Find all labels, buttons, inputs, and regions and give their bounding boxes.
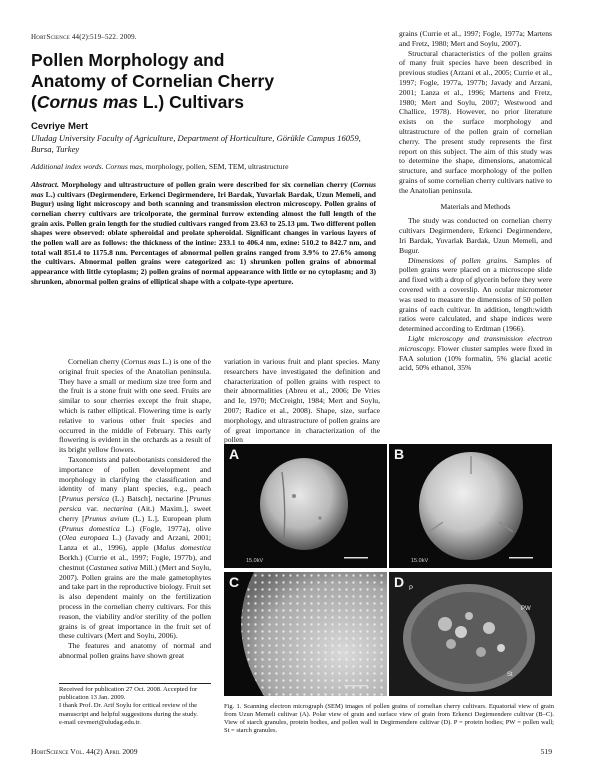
intro-paragraph-1: Cornelian cherry (Cornus mas L.) is one of the original fruit species of the Anatolian peninsula. They have a small or medium size tree form and the fruit is a stone fruit with one seed. Fruits are similar to sour cherries except the fruit shape, which is rather elliptical. Flowering time is early relative to various other fruit species and occurred in the middle of February. This early flowering is evident in the orchards as a result of its bright yellow flowers. [59,357,211,455]
title-rest: L.) Cultivars [137,92,244,112]
title-line-1: Pollen Morphology and [31,50,225,70]
svg-text:St: St [507,672,513,678]
abstract [31,180,376,286]
footnote-received: Received for publication 27 Oct. 2008. Accepted for publication 13 Jan. 2009. [59,686,198,702]
column3-paragraph-0: grains (Currie et al., 1997; Fogle, 1977a; Martens and Fretz, 1980; Mert and Soylu, 2007). [399,29,552,48]
title-species: Cornus mas [36,92,138,112]
title-line-3 [31,92,371,113]
keywords-label: Additional index words. [31,162,104,171]
pollen-surface-image [224,572,387,696]
article-title [31,50,371,113]
panel-label-c: C [229,574,240,590]
svg-text:15.0kV: 15.0kV [246,558,264,564]
author-name: Cevriye Mert [31,121,89,132]
sem-panel-a [224,444,387,568]
column3-paragraph-1: Structural characteristics of the pollen grains of many fruit species have been described in previous studies (Arzani et al., 2005; Currie et al., 1997; Fogle, 1977a, 1977b; Javady and Arzani, 2001; Lanza et al., 1996; Martens and Fretz, 1980; Mert and Soylu, 2007; Westwood and Challice, 1978). However, no prior literature exists on the surface morphology and ultrastructure of the pollen grain of cornelian cherry. The present study represents the first report on this subject. The aim of this study was to determine the shape, dimensions, anatomical structure, and surface morphology of the pollen grains of some cornelian cherry cultivars native to the Anatolian peninsula. [399,48,552,195]
title-paren: ( [31,92,37,112]
figure-1 [224,444,552,696]
abstract-species: Cornus mas [31,180,376,199]
abstract-text-1: Morphology and ultrastructure of pollen grain were described for six cornelian cherry ( [58,180,353,189]
sem-panel-c [224,572,387,696]
column2-paragraph: variation in various fruit and plant species. Many researchers have investigated the definition and characterization of pollen grains with respect to their abnormalities (Abreu et al., 2006; De Vries and Ie, 1970; McCreight, 1984; Mert and Soylu, 2007; Radice et al., 2008). Shape, size, surface morphology, and ultrastructure of pollen grains are of great importance in characterization of the pollen [224,357,380,445]
volume-pages: 44(2):519–522. 2009. [71,33,137,41]
sem-panel-d [389,572,552,696]
journal-name: HortScience [31,33,70,41]
keywords-list: , morphology, pollen, SEM, TEM, ultrastructure [141,162,289,171]
abstract-text-2: L.) cultivars (Degirmendere, Erkenci Degirmendere, Iri Bardak, Yuvarlak Bardak, Uzun Memeli, and Bugur) using light microscopy and both scanning and transmission electron microscopy. Pollen grains of cornelian cherry cultivars are tricolporate, the germinal furrow extending almost the full length of the grain axis. Pollen grain length for the studied cultivars ranged from 23.63 to 25.13 μm. Two different pollen shapes were observed: oblate spheroidal and prolate spheroidal. Significant changes in various layers of the pollen wall are as follows: the thickness of the intine: 233.1 to 406.4 nm, exine: 510.2 to 842.7 nm, and total wall 851.4 to 1175.8 nm. Percentages of abnormal pollen grains ranged from 3.9% to 27.6% among the cultivars. Abnormal pollen grains were categorized as: 1) shrunken pollen grains of abnormal appearance with little cytoplasm; 2) pollen grains of normal appearance with little or no cytoplasm; and 3) shrunken, abnormal pollen grains of elliptical shape with a colpate-type aperture. [31,189,376,286]
panel-label-b: B [394,446,405,462]
body-column-3 [399,29,552,373]
figure-caption [224,703,554,735]
footnote-rule [59,683,211,684]
caption-text: Scanning electron micrograph (SEM) images of pollen grains of cornelian cherry cultivars. Equatorial view of grain from Uzun Memeli cultivar (A). Polar view of grain and surface view of grain from Erkenci Degirmendere cultivar (B–C). View of starch granules, protein bodies, and pollen wall in Degirmendere cultivar (D). P = protein bodies; PW = pollen wall; St = starch granules. [224,703,554,734]
page-number: 519 [540,747,552,756]
panel-label-a: A [229,446,240,462]
title-line-2: Anatomy of Cornelian Cherry [31,71,275,91]
svg-text:P: P [409,586,414,592]
intro-paragraph-3: The features and anatomy of normal and abnormal pollen grains have shown great [59,641,211,660]
sem-panel-b [389,444,552,568]
footnote-email: e-mail cevmert@uludag.edu.tr. [59,718,141,726]
starch-granules-image [389,572,552,696]
svg-text:15.0kV: 15.0kV [411,558,429,564]
author-affiliation: Uludag University Faculty of Agriculture, Department of Horticulture, Görükle Campus 16059, Bursa, Turkey [31,133,361,154]
footnote-thanks: I thank Prof. Dr. Arif Soylu for critical review of the manuscript and helpful suggestions during the study. [59,702,198,718]
caption-label: Fig. 1. [224,703,242,710]
footer-journal: HortScience Vol. 44(2) April 2009 [31,747,138,756]
section-heading-materials: Materials and Methods [440,201,511,211]
pollen-grain-equatorial-image [224,444,387,568]
keywords-species: Cornus mas [105,162,142,171]
abstract-label: Abstract. [31,180,59,189]
methods-paragraph-1: The study was conducted on cornelian cherry cultivars Degirmendere, Erkenci Degirmendere, Iri Bardak, Yuvarlak Bardak, Uzun Memeli, and Bugur. [399,216,552,255]
body-column-2 [224,357,380,445]
methods-paragraph-2: Dimensions of pollen grains. Samples of pollen grains were placed on a microscope slide and fixed with a drop of glycerin before they were covered with a coverslip. An ocular micrometer was used to measure the dimensions of 50 pollen grains of each cultivar. In addition, length:width ratios were calculated, and shape indices were determined according to Erdtman (1966). [399,255,552,334]
pollen-grain-polar-image [389,444,552,568]
methods-paragraph-3: Light microscopy and transmission electron microscopy. Flower cluster samples were fixed in FAA solution (10% formalin, 5% glacial acetic acid, 50% ethanol, 35% [399,333,552,373]
running-head [31,33,137,41]
body-column-1 [59,357,211,661]
footnotes [59,686,215,727]
panel-label-d: D [394,574,405,590]
keywords [31,162,371,171]
svg-text:PW: PW [521,606,531,612]
intro-paragraph-2: Taxonomists and paleobotanists considered the importance of pollen development and morphology in clarifying the classification and identity of many plant species, e.g., peach [Prunus persica (L.) Batsch], nectarine [Prunus persica var. nectarina (Ait.) Maxim.], sweet cherry [Prunus avium (L.) L.], European plum (Prunus domestica L.) (Fogle, 1977a), olive (Olea europaea L.) (Javady and Arzani, 2001; Lanza et al., 1996), apple (Malus domestica Borkh.) (Currie et al., 1997; Fogle, 1977b), and chestnut (Castanea sativa Mill.) (Mert and Soylu, 2007). Pollen grains are the male gametophytes and take part in the reproductive biology. Fruit set is also dependent mainly on the fertilization process in the cornelian cherry cultivars. For this reason, the viability and/or sterility of the pollen grains is of great importance in the fruit set of these cultivars (Mert and Soylu, 2006). [59,454,211,641]
